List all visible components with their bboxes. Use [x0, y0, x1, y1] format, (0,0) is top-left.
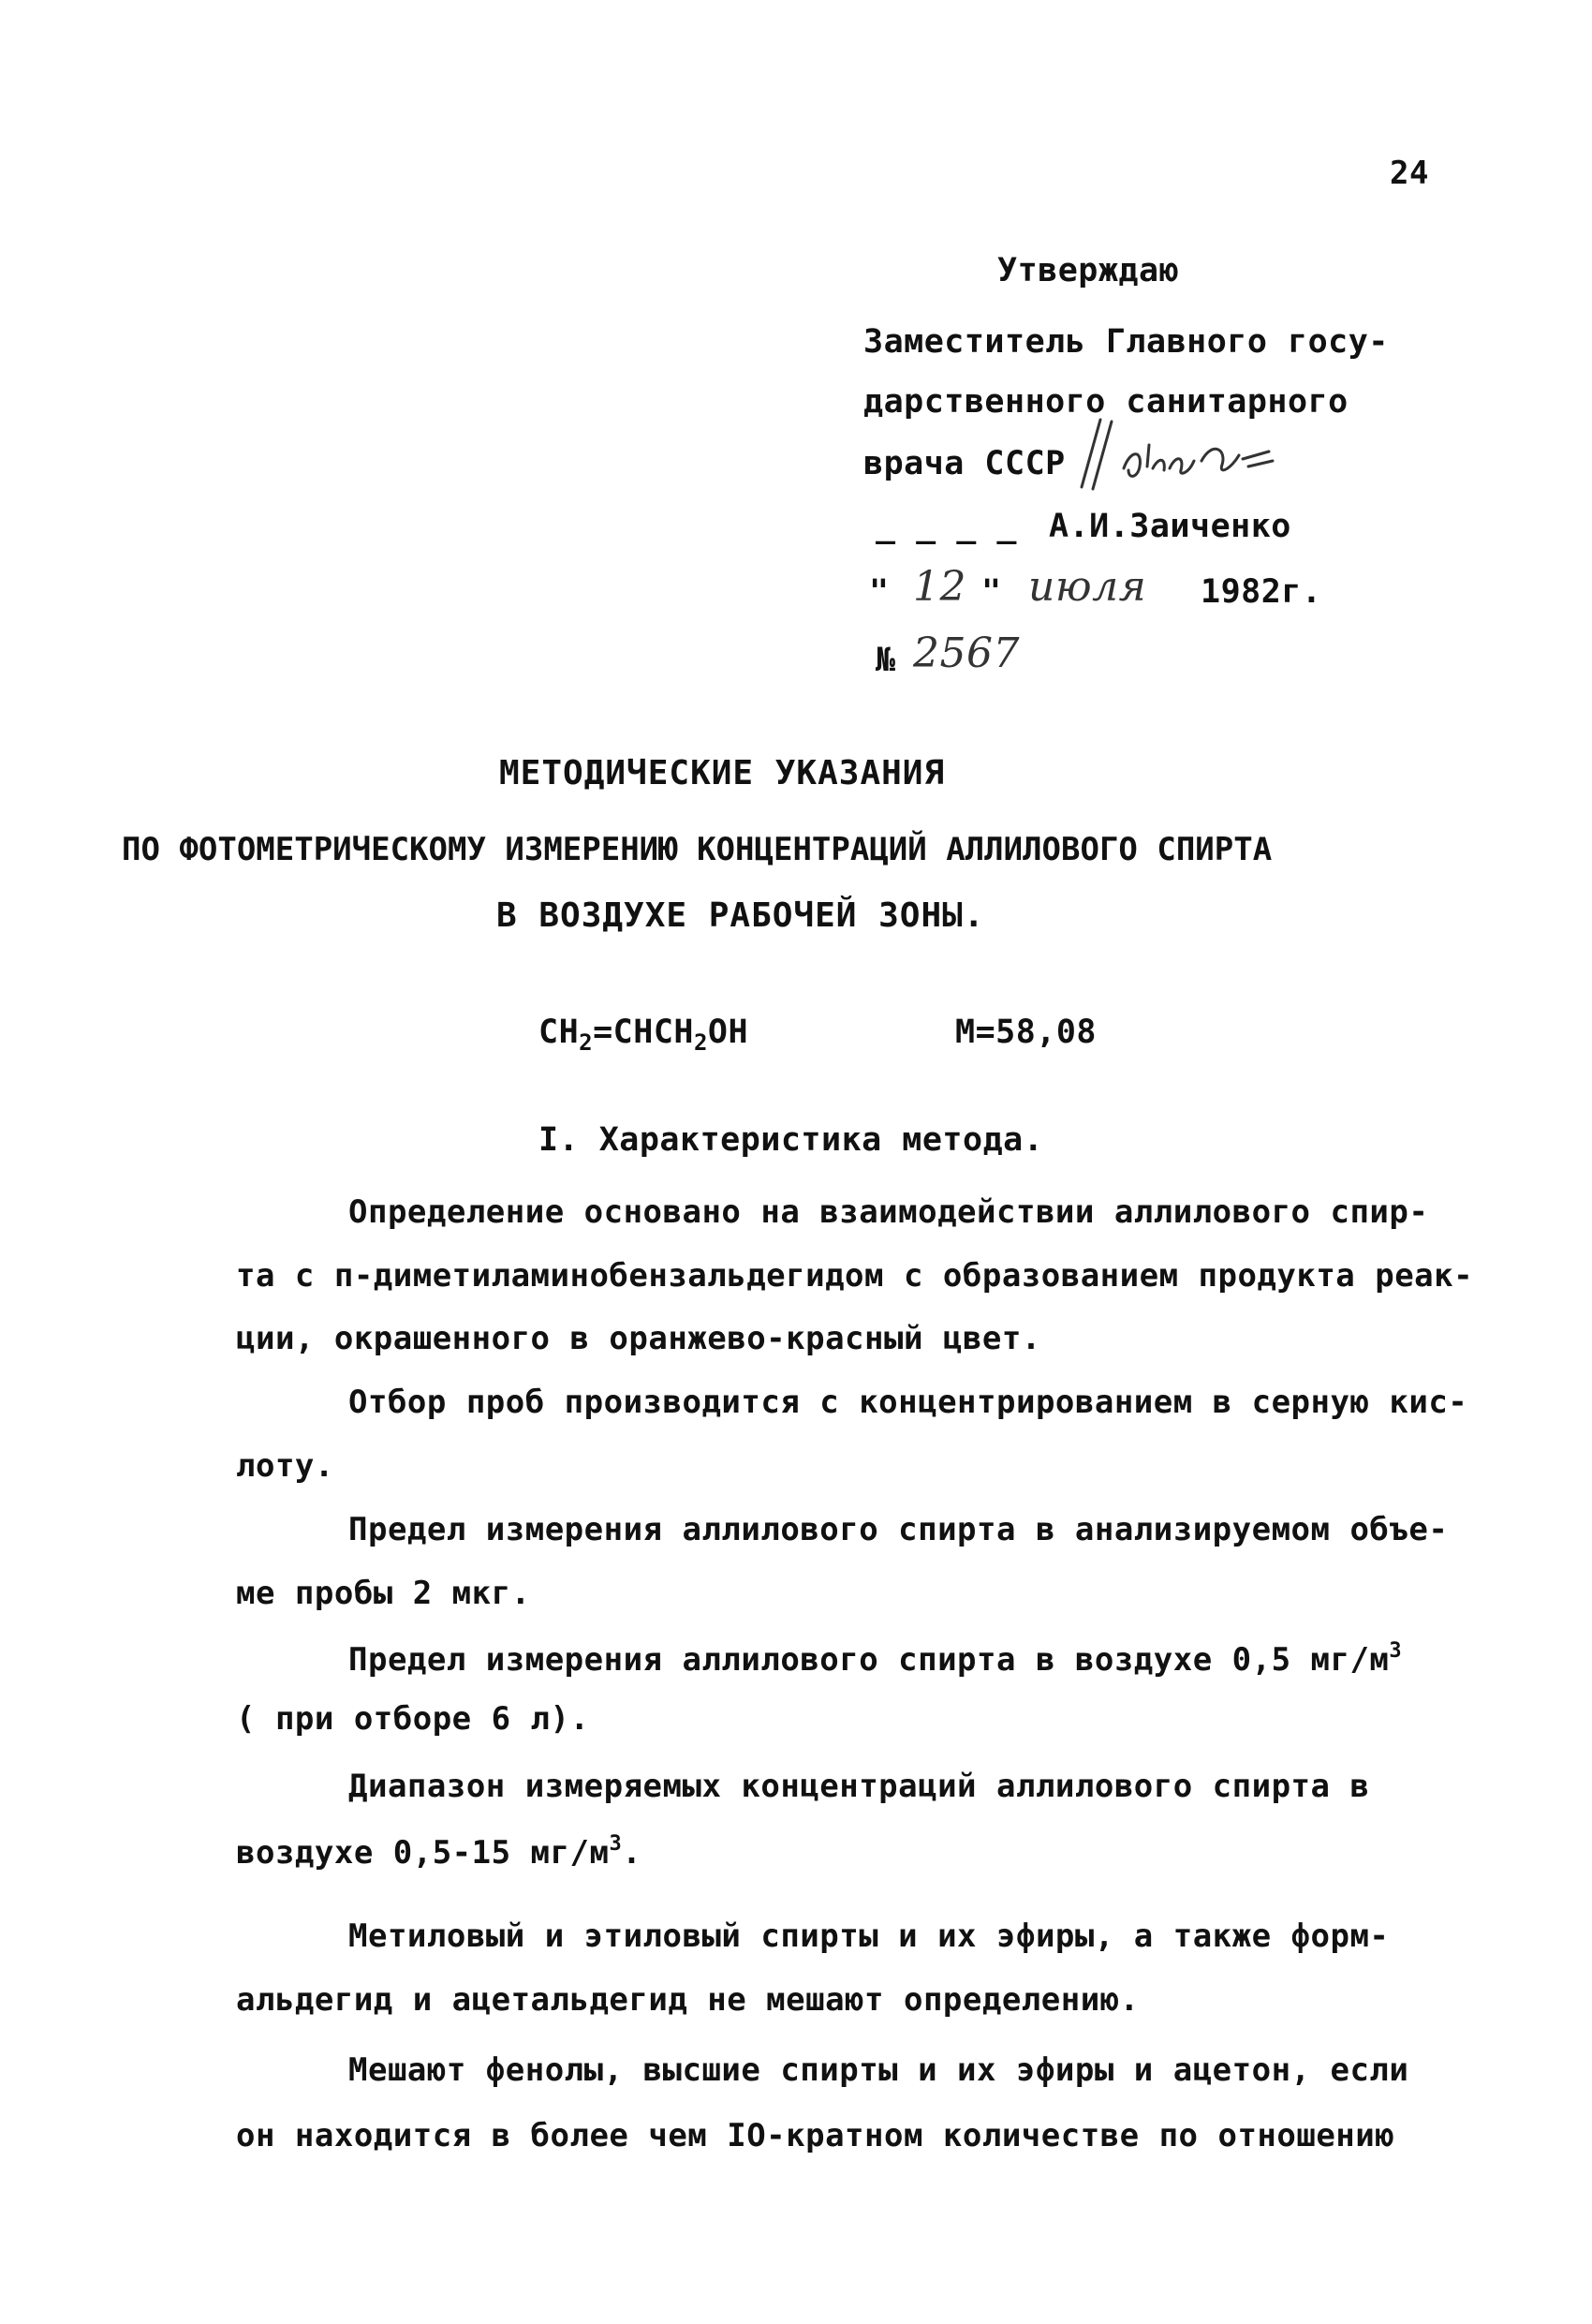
paragraph-2-line-2: лоту.	[236, 1447, 334, 1485]
approval-heading: Утверждаю	[997, 252, 1180, 289]
formula-subscript-1: 2	[579, 1029, 594, 1056]
paragraph-7-line-2: он находится в более чем IO-кратном количестве по отношению	[236, 2117, 1395, 2154]
paragraph-6-line-1: Метиловый и этиловый спирты и их эфиры, а также форм-	[348, 1917, 1390, 1955]
paragraph-4-line-1	[348, 1639, 1403, 1679]
paragraph-5-line-2-end: .	[622, 1834, 642, 1872]
document-title-line-2: ПО ФОТОМЕТРИЧЕСКОМУ ИЗМЕРЕНИЮ КОНЦЕНТРАЦИЙ АЛЛИЛОВОГО СПИРТА	[122, 831, 1273, 868]
approval-number-prefix: №	[876, 642, 896, 679]
cubic-superscript: 3	[1389, 1639, 1403, 1663]
approval-number: 2567	[913, 629, 1020, 677]
formula-part-3: ОН	[707, 1014, 749, 1051]
paragraph-5-line-1: Диапазон измеряемых концентраций аллилового спирта в	[348, 1768, 1370, 1805]
paragraph-5-line-2-text: воздухе 0,5-15 мг/м	[236, 1834, 610, 1872]
paragraph-4-line-2: ( при отборе 6 л).	[236, 1700, 590, 1738]
formula-part-2: =СНСН	[593, 1014, 694, 1051]
signature	[1072, 412, 1288, 496]
formula-subscript-2: 2	[693, 1029, 708, 1056]
paragraph-7-line-1: Мешают фенолы, высшие спирты и их эфиры и ацетон, если	[348, 2051, 1409, 2089]
cubic-superscript: 3	[609, 1832, 623, 1856]
approval-date-quote-open: "	[869, 573, 890, 611]
paragraph-4-line-1-text: Предел измерения аллилового спирта в воздухе 0,5 мг/м	[348, 1641, 1390, 1679]
approval-position-line-2: дарственного санитарного	[863, 383, 1349, 421]
paragraph-3-line-1: Предел измерения аллилового спирта в анализируемом объе-	[348, 1511, 1449, 1548]
paragraph-1-line-1: Определение основано на взаимодействии аллилового спир-	[348, 1193, 1429, 1231]
paragraph-3-line-2: ме пробы 2 мкг.	[236, 1575, 531, 1612]
approval-position-line-3: врача СССР	[863, 445, 1066, 482]
document-title-line-3: В ВОЗДУХЕ РАБОЧЕЙ ЗОНЫ.	[496, 896, 985, 935]
approval-position-line-1: Заместитель Главного госу-	[863, 323, 1389, 361]
paragraph-1-line-3: ции, окрашенного в оранжево-красный цвет.	[236, 1320, 1041, 1357]
paragraph-2-line-1: Отбор проб производится с концентрированием в серную кис-	[348, 1384, 1468, 1421]
formula-part-1: СН	[538, 1014, 580, 1051]
approval-date-quote-close: "	[981, 573, 1002, 611]
section-heading: I. Характеристика метода.	[538, 1121, 1044, 1159]
paragraph-5-line-2	[236, 1832, 642, 1872]
approval-name-dashes: _ _ _ _	[876, 508, 1018, 545]
paragraph-1-line-2: та с п-диметиламинобензальдегидом с образованием продукта реак-	[236, 1257, 1474, 1295]
approval-name: А.И.Заиченко	[1049, 508, 1291, 545]
approval-date-day: 12	[913, 563, 966, 611]
chemical-formula	[538, 1016, 748, 1054]
page-number: 24	[1390, 155, 1429, 192]
molar-mass: М=58,08	[955, 1014, 1098, 1051]
document-title-line-1: МЕТОДИЧЕСКИЕ УКАЗАНИЯ	[499, 754, 946, 792]
approval-date-month: июля	[1028, 563, 1147, 611]
paragraph-6-line-2: альдегид и ацетальдегид не мешают определению.	[236, 1981, 1140, 2019]
approval-date-year: 1982г.	[1201, 573, 1322, 611]
